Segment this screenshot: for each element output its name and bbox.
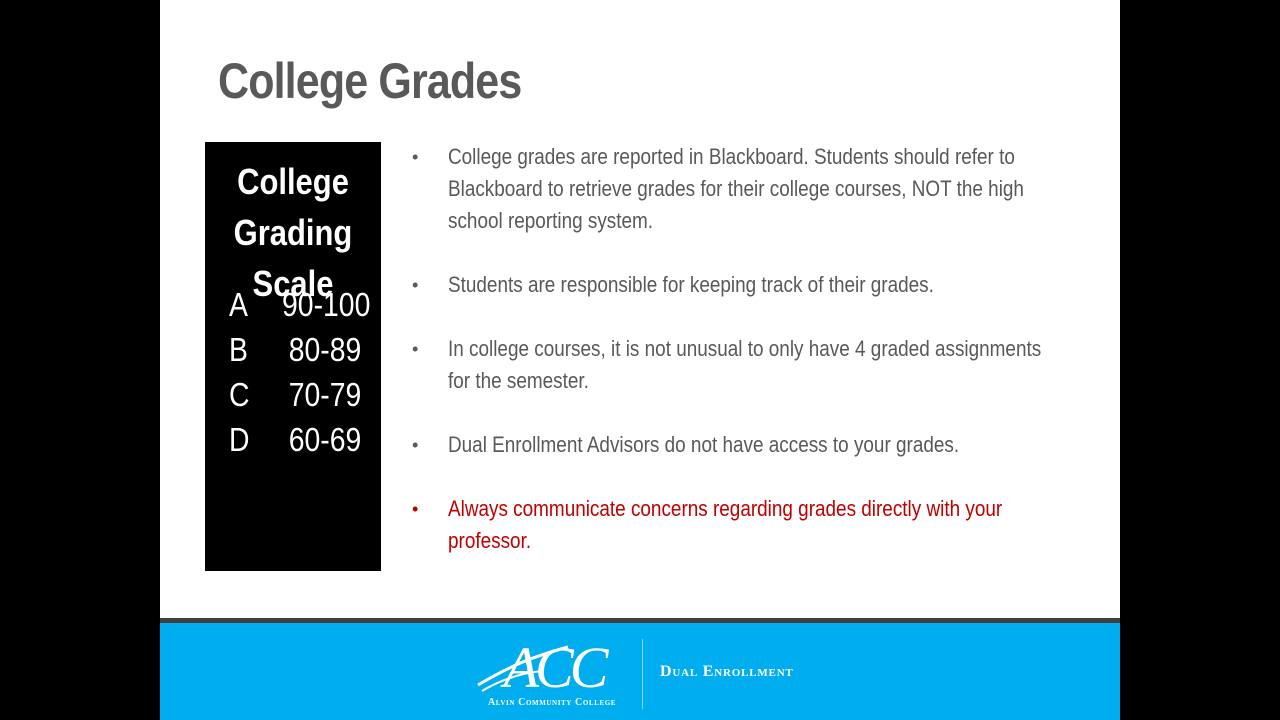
bullet-item: [410, 429, 1070, 461]
bullet-text: In college courses, it is not unusual to only have 4 graded assignments for the semester.: [448, 336, 1042, 393]
college-name: Alvin Community College: [487, 697, 617, 708]
grade-range: 60-69: [288, 421, 362, 458]
grade-row: [229, 327, 375, 372]
grading-scale-rows: [229, 282, 375, 462]
grade-range: 70-79: [288, 376, 362, 413]
bullet-text: College grades are reported in Blackboard. Students should refer to Blackboard to retrieve grades for their college courses, NOT the high school reporting system.: [448, 144, 1024, 233]
bullet-item: [410, 333, 1070, 397]
bullet-dot: •: [412, 499, 419, 519]
bullet-list: [410, 141, 1070, 589]
acc-logo-wordmark: ACC: [503, 635, 605, 697]
bullet-dot: •: [412, 435, 419, 455]
grade-letter: A: [229, 286, 248, 323]
bullet-text: Dual Enrollment Advisors do not have access to your grades.: [448, 432, 960, 457]
bullet-text: Always communicate concerns regarding grades directly with your professor.: [448, 496, 1003, 553]
grading-scale-title-line: Grading: [233, 212, 353, 253]
acc-logo: [472, 635, 632, 715]
bullet-dot: •: [412, 339, 419, 359]
grade-range: 90-100: [282, 286, 371, 323]
bullet-dot: •: [412, 275, 419, 295]
slide-title: College Grades: [218, 53, 522, 109]
grade-letter: D: [229, 421, 250, 458]
grade-row: [229, 372, 375, 417]
grading-scale-title-line: College: [237, 161, 349, 202]
grade-row: [229, 417, 375, 462]
grade-letter: C: [229, 376, 250, 413]
program-label: Dual Enrollment: [660, 663, 794, 680]
footer-banner: [160, 623, 1120, 720]
acc-logo-icon: [472, 635, 632, 697]
bullet-item: [410, 141, 1070, 237]
bullet-text: Students are responsible for keeping track of their grades.: [448, 272, 934, 297]
footer-divider: [642, 639, 643, 709]
grade-row: [229, 282, 375, 327]
grade-range: 80-89: [288, 331, 362, 368]
bullet-item-highlight: [410, 493, 1070, 557]
grading-scale-box: [205, 142, 381, 571]
bullet-item: [410, 269, 1070, 301]
grade-letter: B: [229, 331, 248, 368]
bullet-dot: •: [412, 147, 419, 167]
grading-scale-title-line: Scale: [252, 263, 334, 304]
slide: [160, 0, 1120, 720]
